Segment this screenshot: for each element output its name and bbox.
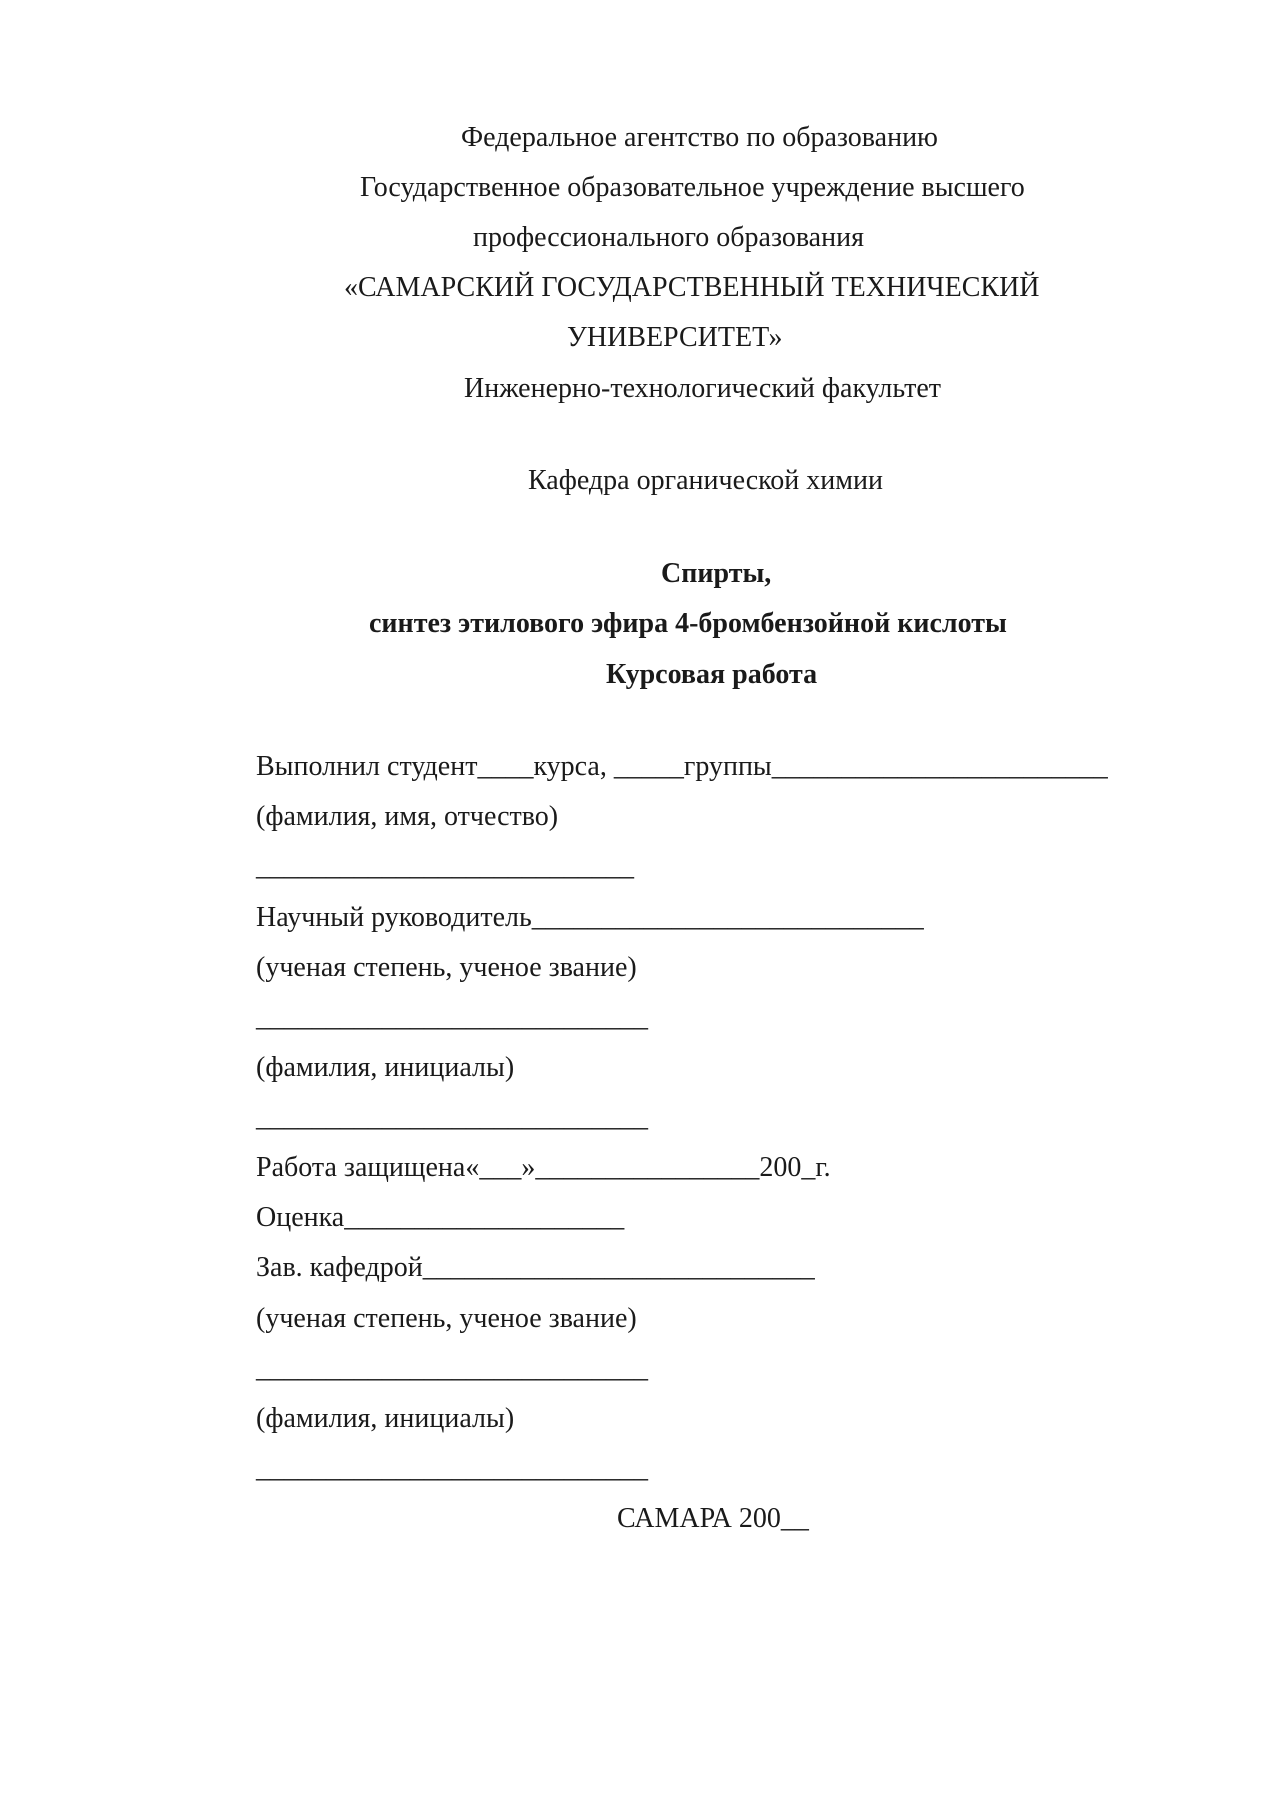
supervisor-degree-blank: ____________________________ <box>256 1002 648 1033</box>
student-name-blank: ___________________________ <box>256 851 634 882</box>
head-name-blank: ____________________________ <box>256 1453 648 1484</box>
supervisor-name-hint: (фамилия, инициалы) <box>256 1052 515 1083</box>
supervisor-line: Научный руководитель____________________________ <box>256 902 924 933</box>
student-line: Выполнил студент____курса, _____группы________________________ <box>256 751 1108 782</box>
work-type: Курсовая работа <box>606 659 818 690</box>
supervisor-degree-hint: (ученая степень, ученое звание) <box>256 952 637 983</box>
city-year: САМАРА 200__ <box>617 1503 809 1534</box>
head-degree-blank: ____________________________ <box>256 1353 648 1384</box>
institution-line-2: профессионального образования <box>473 222 864 253</box>
head-degree-hint: (ученая степень, ученое звание) <box>256 1303 637 1334</box>
head-name-hint: (фамилия, инициалы) <box>256 1403 515 1434</box>
grade-line: Оценка____________________ <box>256 1202 625 1233</box>
institution-line-1: Государственное образовательное учреждение высшего <box>360 172 1025 203</box>
defended-line: Работа защищена«___»________________200_г. <box>256 1152 831 1183</box>
student-name-hint: (фамилия, имя, отчество) <box>256 801 559 832</box>
title-line-1: Спирты, <box>661 558 772 589</box>
university-name-line-2: УНИВЕРСИТЕТ» <box>567 322 783 353</box>
title-line-2: синтез этилового эфира 4-бромбензойной кислоты <box>369 608 1007 639</box>
university-name-line-1: «САМАРСКИЙ ГОСУДАРСТВЕННЫЙ ТЕХНИЧЕСКИЙ <box>344 272 1040 303</box>
supervisor-name-blank: ____________________________ <box>256 1102 648 1133</box>
faculty-line: Инженерно-технологический факультет <box>464 373 942 404</box>
head-of-department-line: Зав. кафедрой____________________________ <box>256 1252 815 1283</box>
agency-line: Федеральное агентство по образованию <box>461 122 938 153</box>
department-line: Кафедра органической химии <box>528 465 883 496</box>
